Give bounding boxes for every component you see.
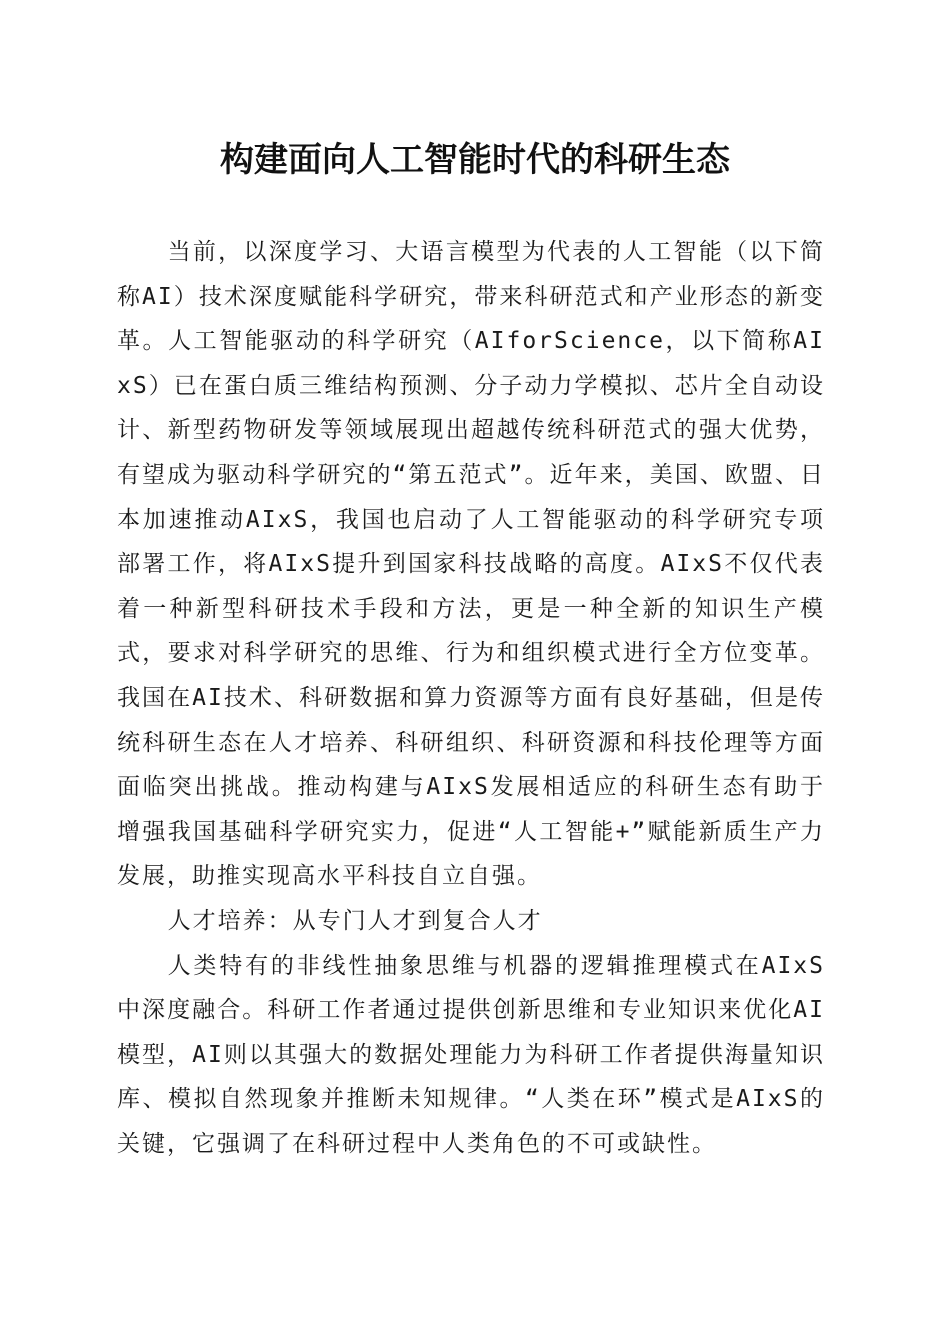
paragraph-intro: 当前，以深度学习、大语言模型为代表的人工智能（以下简称AI）技术深度赋能科学研究，带来科研范式和产业形态的新变革。人工智能驱动的科学研究（AIforScience，以下简称AIxS）已在蛋白质三维结构预测、分子动力学模拟、芯片全自动设计、新型药物研发等领域展现出超越传统科研范式的强大优势，有望成为驱动科学研究的“第五范式”。近年来，美国、欧盟、日本加速推动AIxS，我国也启动了人工智能驱动的科学研究专项部署工作，将AIxS提升到国家科技战略的高度。AIxS不仅代表着一种新型科研技术手段和方法，更是一种全新的知识生产模式，要求对科学研究的思维、行为和组织模式进行全方位变革。我国在AI技术、科研数据和算力资源等方面有良好基础，但是传统科研生态在人才培养、科研组织、科研资源和科技伦理等方面面临突出挑战。推动构建与AIxS发展相适应的科研生态有助于增强我国基础科学研究实力，促进“人工智能+”赋能新质生产力发展，助推实现高水平科技自立自强。 bbox=[117, 239, 825, 890]
document-body bbox=[117, 230, 825, 1166]
paragraph-talent: 人类特有的非线性抽象思维与机器的逻辑推理模式在AIxS中深度融合。科研工作者通过提供创新思维和专业知识来优化AI模型，AI则以其强大的数据处理能力为科研工作者提供海量知识库、模拟自然现象并推断未知规律。“人类在环”模式是AIxS的关键，它强调了在科研过程中人类角色的不可或缺性。 bbox=[117, 952, 825, 1157]
section-heading-talent: 人才培养：从专门人才到复合人才 bbox=[167, 907, 543, 934]
document-title: 构建面向人工智能时代的科研生态 bbox=[220, 140, 730, 180]
